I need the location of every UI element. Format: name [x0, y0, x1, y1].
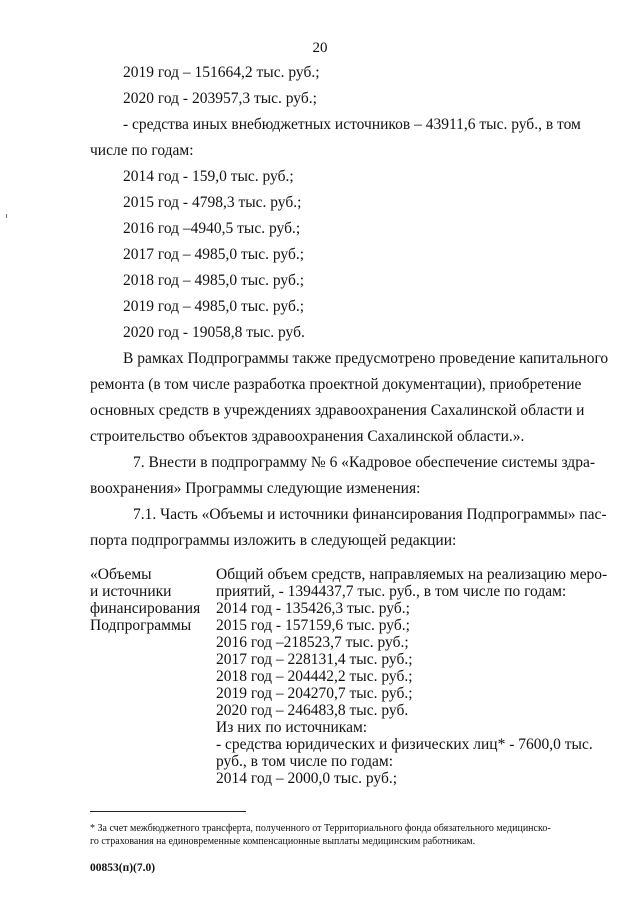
paragraph-capital-repair-line4: строительство объектов здравоохранения Сахалинской области.». [90, 428, 525, 445]
item-7-1-line1: 7.1. Часть «Объемы и источники финансирования Подпрограммы» пас- [133, 506, 607, 523]
table-legal-entities-line2: руб., в том числе по годам: [216, 753, 394, 770]
item-7-line2: воохранения» Программы следующие изменения: [90, 480, 421, 497]
margin-mark [6, 214, 7, 218]
table-year-2016: 2016 год –218523,7 тыс. руб.; [216, 634, 409, 651]
item-7-line1: 7. Внести в подпрограмму № 6 «Кадровое обеспечение системы здра- [133, 454, 595, 471]
footnote-line1: * За счет межбюджетного трансферта, полученного от Территориального фонда обязательного медицинско- [90, 823, 551, 834]
table-label-line3: финансирования [90, 600, 201, 617]
paragraph-other-sources-line1: - средства иных внебюджетных источников – 43911,6 тыс. руб., в том [123, 116, 581, 133]
year-2018: 2018 год – 4985,0 тыс. руб.; [123, 272, 305, 289]
table-year-2015: 2015 год - 157159,6 тыс. руб.; [216, 617, 410, 634]
table-year-2018: 2018 год – 204442,2 тыс. руб.; [216, 668, 413, 685]
table-label-line4: Подпрограммы [90, 617, 192, 634]
footnote-line2: го страхования на единовременные компенсационные выплаты медицинским работникам. [90, 836, 476, 847]
table-legal-entities-line1: - средства юридических и физических лиц* - 7600,0 тыс. [216, 736, 593, 753]
table-legal-entities-2014: 2014 год – 2000,0 тыс. руб.; [216, 770, 398, 787]
paragraph-capital-repair-line1: В рамках Подпрограммы также предусмотрено проведение капитального [123, 350, 609, 367]
table-year-2019: 2019 год – 204270,7 тыс. руб.; [216, 685, 413, 702]
footnote-separator [90, 811, 246, 812]
line-2019: 2019 год – 151664,2 тыс. руб.; [123, 64, 320, 81]
paragraph-other-sources-line2: числе по годам: [90, 142, 194, 159]
table-total-line1: Общий объем средств, направляемых на реализацию меро- [216, 566, 608, 583]
table-label-line1: «Объемы [90, 566, 152, 583]
paragraph-capital-repair-line3: основных средств в учреждениях здравоохранения Сахалинской области и [90, 402, 585, 419]
line-2020: 2020 год - 203957,3 тыс. руб.; [123, 90, 317, 107]
year-2019: 2019 год – 4985,0 тыс. руб.; [123, 298, 305, 315]
year-2020: 2020 год - 19058,8 тыс. руб. [123, 324, 305, 341]
table-year-2014: 2014 год - 135426,3 тыс. руб.; [216, 600, 410, 617]
year-2015: 2015 год - 4798,3 тыс. руб.; [123, 194, 302, 211]
year-2017: 2017 год – 4985,0 тыс. руб.; [123, 246, 305, 263]
paragraph-capital-repair-line2: ремонта (в том числе разработка проектной документации), приобретение [90, 376, 582, 393]
table-year-2017: 2017 год – 228131,4 тыс. руб.; [216, 651, 413, 668]
page-number: 20 [312, 40, 328, 56]
document-code: 00853(п)(7.0) [90, 862, 156, 874]
year-2016: 2016 год –4940,5 тыс. руб.; [123, 220, 301, 237]
item-7-1-line2: порта подпрограммы изложить в следующей редакции: [90, 532, 457, 549]
year-2014: 2014 год - 159,0 тыс. руб.; [123, 168, 294, 185]
table-total-line2: приятий, - 1394437,7 тыс. руб., в том числе по годам: [216, 583, 567, 600]
table-label-line2: и источники [90, 583, 172, 600]
table-year-2020: 2020 год – 246483,8 тыс. руб. [216, 702, 409, 719]
table-sources-heading: Из них по источникам: [216, 719, 368, 736]
